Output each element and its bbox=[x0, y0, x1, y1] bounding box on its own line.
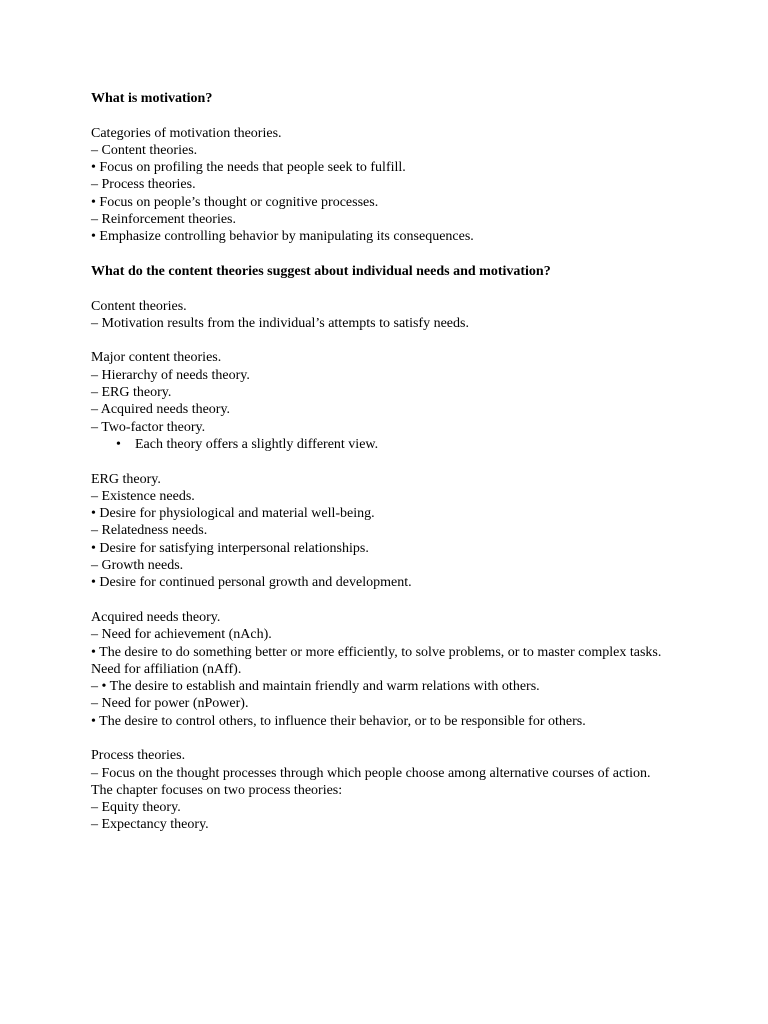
paragraph-gap bbox=[91, 730, 691, 747]
text-line: Major content theories. bbox=[91, 350, 222, 366]
text-line: Process theories. bbox=[91, 748, 186, 764]
text-line: – Acquired needs theory. bbox=[91, 402, 231, 418]
text-line: – Need for power (nPower). bbox=[91, 696, 249, 712]
text-line: – Hierarchy of needs theory. bbox=[91, 367, 250, 383]
text-line: – Growth needs. bbox=[91, 558, 184, 574]
heading-content-theories-question: What do the content theories suggest about individual needs and motivation? bbox=[91, 263, 551, 279]
list-item bbox=[91, 436, 691, 453]
text-line: – Two-factor theory. bbox=[91, 419, 206, 435]
heading-what-is-motivation: What is motivation? bbox=[91, 91, 213, 106]
text-line: – • The desire to establish and maintain friendly and warm relations with others. bbox=[91, 679, 540, 695]
text-line: Acquired needs theory. bbox=[91, 609, 221, 625]
bullet-icon: • bbox=[116, 436, 121, 452]
paragraph-gap bbox=[91, 280, 691, 297]
text-line: – Existence needs. bbox=[91, 488, 195, 504]
text-line: – Content theories. bbox=[91, 142, 198, 158]
text-line: – Process theories. bbox=[91, 177, 196, 193]
text-line: – Motivation results from the individual’s attempts to satisfy needs. bbox=[91, 315, 469, 331]
paragraph-gap bbox=[91, 246, 691, 263]
text-line: Content theories. bbox=[91, 298, 187, 314]
text-line: • Focus on profiling the needs that people seek to fulfill. bbox=[91, 160, 406, 176]
text-line: • Desire for physiological and material well-being. bbox=[91, 506, 375, 522]
list-item-text: Each theory offers a slightly different view. bbox=[135, 436, 379, 452]
text-line: – ERG theory. bbox=[91, 385, 172, 401]
text-line: – Focus on the thought processes through which people choose among alternative courses of action. bbox=[91, 765, 651, 781]
text-line: • Emphasize controlling behavior by manipulating its consequences. bbox=[91, 229, 474, 245]
text-line: • The desire to control others, to influence their behavior, or to be responsible for others. bbox=[91, 713, 586, 729]
text-line: • The desire to do something better or more efficiently, to solve problems, or to master complex tasks. bbox=[91, 644, 662, 660]
text-line: – Need for achievement (nAch). bbox=[91, 627, 272, 643]
paragraph-gap bbox=[91, 453, 691, 470]
text-line: Need for affiliation (nAff). bbox=[91, 661, 242, 677]
text-line: The chapter focuses on two process theories: bbox=[91, 782, 343, 798]
text-line: – Expectancy theory. bbox=[91, 817, 209, 833]
text-line: • Desire for continued personal growth and development. bbox=[91, 575, 412, 591]
document-body bbox=[91, 90, 691, 834]
text-line: ERG theory. bbox=[91, 471, 161, 487]
paragraph-gap bbox=[91, 592, 691, 609]
text-line: Categories of motivation theories. bbox=[91, 125, 282, 141]
text-line: – Equity theory. bbox=[91, 800, 181, 816]
text-line: • Desire for satisfying interpersonal relationships. bbox=[91, 540, 369, 556]
text-line: • Focus on people’s thought or cognitive processes. bbox=[91, 194, 379, 210]
text-line: – Reinforcement theories. bbox=[91, 212, 237, 228]
text-line: – Relatedness needs. bbox=[91, 523, 208, 539]
paragraph-gap bbox=[91, 107, 691, 124]
paragraph-gap bbox=[91, 332, 691, 349]
